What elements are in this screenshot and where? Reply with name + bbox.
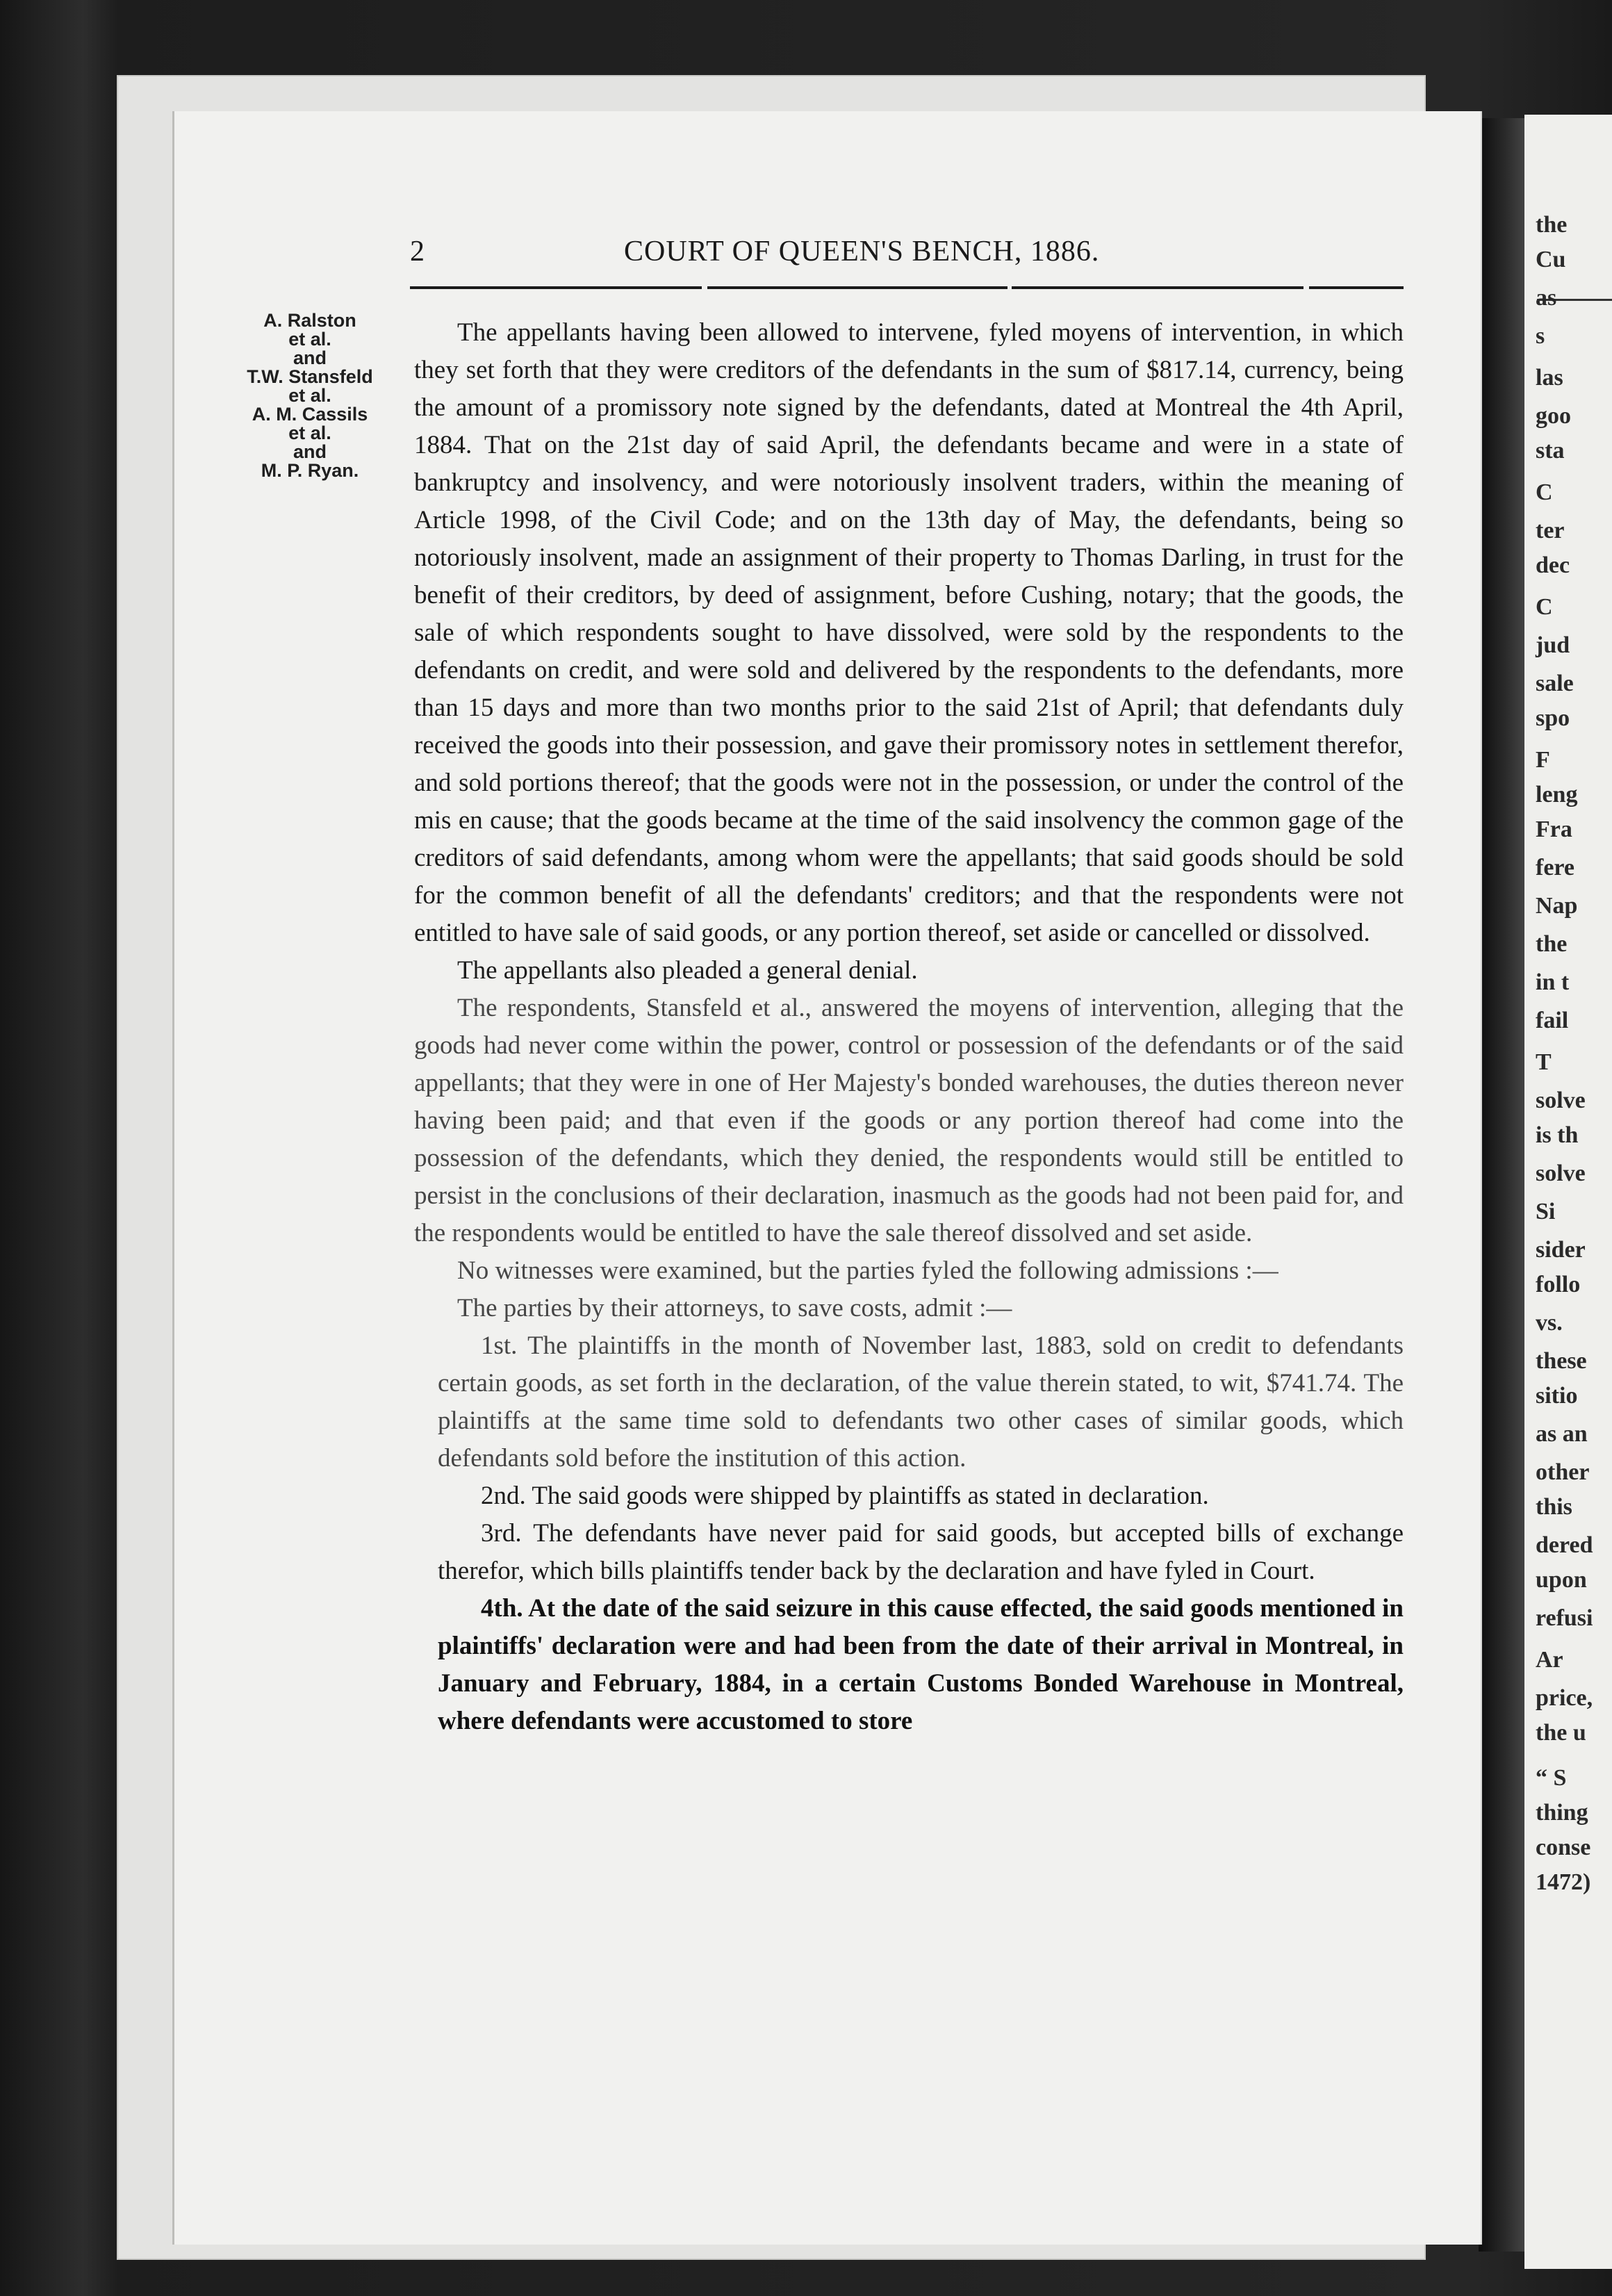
facing-page-text-fragment: sitio: [1536, 1383, 1578, 1409]
facing-page-text-fragment: “ S: [1536, 1765, 1567, 1791]
margin-note-line: and: [293, 441, 327, 462]
margin-note-line: and: [293, 347, 327, 368]
facing-page-text-fragment: C: [1536, 594, 1553, 620]
facing-page-text-fragment: fail: [1536, 1008, 1569, 1033]
page-header: [410, 235, 1404, 270]
facing-page-text-fragment: the: [1536, 931, 1568, 957]
paragraph-intervention: The appellants having been allowed to intervene, fyled moyens of intervention, in which they set forth that they were creditors of the defendants in the sum of $817.14, currency, being the amount of a promissory note signed by the defendants, dated at Montreal the 4th April, 1884. That on the 21st day of said April, the defendants became and were in a state of bankruptcy and insolvency, and were notoriously insolvent traders, within the meaning of Article 1998, of the Civil Code; and on the 13th day of May, the defendants, being so notoriously insolvent, made an assignment of their property to Thomas Darling, in trust for the benefit of their creditors, by deed of assignment, before Cushing, notary; that the goods, the sale of which respondents sought to have dissolved, were sold by the respondents to the defendants on credit, and were sold and delivered by the respondents to the defendants, more than 15 days and more than two months prior to the said 21st of April; that defendants duly received the goods into their possession, and gave their promissory notes in settlement therefor, and sold portions thereof; that the goods were not in the possession, or under the control of the mis en cause; that the goods became at the time of the said insolvency the common gage of the creditors of said defendants, among whom were the appellants; that said goods should be sold for the common benefit of all the defendants' creditors; and that the respondents were not entitled to have sale of said goods, or any portion thereof, set aside or cancelled or dissolved.: [414, 318, 1404, 947]
running-head: COURT OF QUEEN'S BENCH, 1886.: [624, 236, 1100, 268]
facing-page-text-fragment: ter: [1536, 518, 1565, 543]
facing-page-text-fragment: the u: [1536, 1720, 1586, 1746]
facing-page-text-fragment: Si: [1536, 1199, 1556, 1224]
facing-page-text-fragment: C: [1536, 479, 1553, 505]
facing-page-text-fragment: other: [1536, 1459, 1590, 1485]
facing-page-text-fragment: Ar: [1536, 1647, 1563, 1673]
facing-page-text-fragment: sider: [1536, 1237, 1586, 1263]
facing-page-text-fragment: Cu: [1536, 247, 1566, 272]
facing-page-text-fragment: F: [1536, 747, 1550, 773]
body-text: [414, 314, 1404, 1740]
facing-page-text-fragment: T: [1536, 1049, 1552, 1075]
facing-page-text-fragment: upon: [1536, 1567, 1587, 1593]
admission-1st: 1st. The plaintiffs in the month of November last, 1883, sold on credit to defendants certain goods, as set forth in the declaration, of the value therein stated, to wit, $741.74. The plaintiffs at the same time sold to defendants two other cases of similar goods, which defendants sold before the institution of this action.: [438, 1331, 1404, 1473]
case-margin-note: [229, 311, 390, 480]
facing-page-text-fragment: the: [1536, 212, 1568, 238]
facing-page-text-fragment: sta: [1536, 438, 1565, 464]
margin-note-line: A. Ralston: [263, 310, 356, 331]
facing-page-text-fragment: s: [1536, 323, 1545, 349]
book-spine-gutter: [1479, 118, 1524, 2252]
facing-page-text-fragment: this: [1536, 1494, 1572, 1520]
margin-note-line: et al.: [288, 329, 331, 350]
admission-3rd: 3rd. The defendants have never paid for said goods, but accepted bills of exchange therefor, which bills plaintiffs tender back by the declaration and have fyled in Court.: [438, 1519, 1404, 1585]
paragraph-respondents-answer: The respondents, Stansfeld et al., answered the moyens of intervention, alleging that the goods had never come within the power, control or possession of the defendants or of the said appellants; that they were in one of Her Majesty's bonded warehouses, the duties thereon never having been paid; and that even if the goods or any portion thereof had come into the possession of the defendants, which they denied, the respondents would still be entitled to persist in the conclusions of their declaration, inasmuch as the goods had not been paid for, and the respondents would be entitled to have the sale thereof dissolved and set aside.: [414, 994, 1404, 1247]
facing-page-text-fragment: jud: [1536, 632, 1570, 658]
margin-note-line: T.W. Stansfeld: [247, 366, 373, 387]
facing-page-text-fragment: thing: [1536, 1800, 1588, 1826]
facing-page-text-fragment: 1472): [1536, 1869, 1591, 1895]
facing-page-fragment: [1524, 115, 1612, 2269]
facing-page-text-fragment: solve: [1536, 1088, 1586, 1113]
facing-page-text-fragment: spo: [1536, 705, 1570, 731]
facing-page-text-fragment: vs.: [1536, 1310, 1563, 1336]
facing-page-text-fragment: is th: [1536, 1122, 1579, 1148]
facing-page-text-fragment: as: [1536, 285, 1557, 311]
header-rule: [410, 286, 1404, 289]
facing-page-text-fragment: dec: [1536, 552, 1570, 578]
admission-4th: 4th. At the date of the said seizure in this cause effected, the said goods mentioned in plaintiffs' declaration were and had been from the date of their arrival in Montreal, in January and February, 1884, in a certain Customs Bonded Warehouse in Montreal, where defendants were accustomed to store: [438, 1594, 1404, 1735]
paragraph-general-denial: The appellants also pleaded a general denial.: [457, 956, 918, 985]
facing-page-text-fragment: goo: [1536, 403, 1571, 429]
facing-page-text-fragment: conse: [1536, 1835, 1591, 1860]
facing-page-text-fragment: follo: [1536, 1272, 1581, 1297]
facing-page-text-fragment: in t: [1536, 969, 1570, 995]
page-number: 2: [410, 236, 425, 268]
facing-page-text-fragment: refusi: [1536, 1605, 1593, 1631]
paragraph-parties-admit: The parties by their attorneys, to save costs, admit :—: [457, 1294, 1012, 1322]
facing-page-text-fragment: leng: [1536, 782, 1578, 807]
admission-2nd: 2nd. The said goods were shipped by plaintiffs as stated in declaration.: [481, 1482, 1209, 1510]
facing-page-text-fragment: these: [1536, 1348, 1587, 1374]
facing-page-text-fragment: price,: [1536, 1685, 1593, 1711]
margin-note-line: et al.: [288, 423, 331, 443]
margin-note-line: A. M. Cassils: [252, 404, 368, 425]
facing-page-text-fragment: as an: [1536, 1421, 1588, 1447]
facing-page-text-fragment: dered: [1536, 1532, 1593, 1558]
paragraph-admissions-intro: No witnesses were examined, but the parties fyled the following admissions :—: [457, 1256, 1278, 1285]
margin-note-line: et al.: [288, 385, 331, 406]
margin-note-line: M. P. Ryan.: [261, 460, 359, 481]
facing-page-text-fragment: solve: [1536, 1161, 1586, 1186]
facing-page-text-fragment: Nap: [1536, 893, 1578, 919]
facing-page-text-fragment: las: [1536, 365, 1563, 391]
facing-page-text-fragment: fere: [1536, 855, 1574, 880]
facing-page-text-fragment: sale: [1536, 671, 1574, 696]
facing-page-text-fragment: Fra: [1536, 817, 1572, 842]
